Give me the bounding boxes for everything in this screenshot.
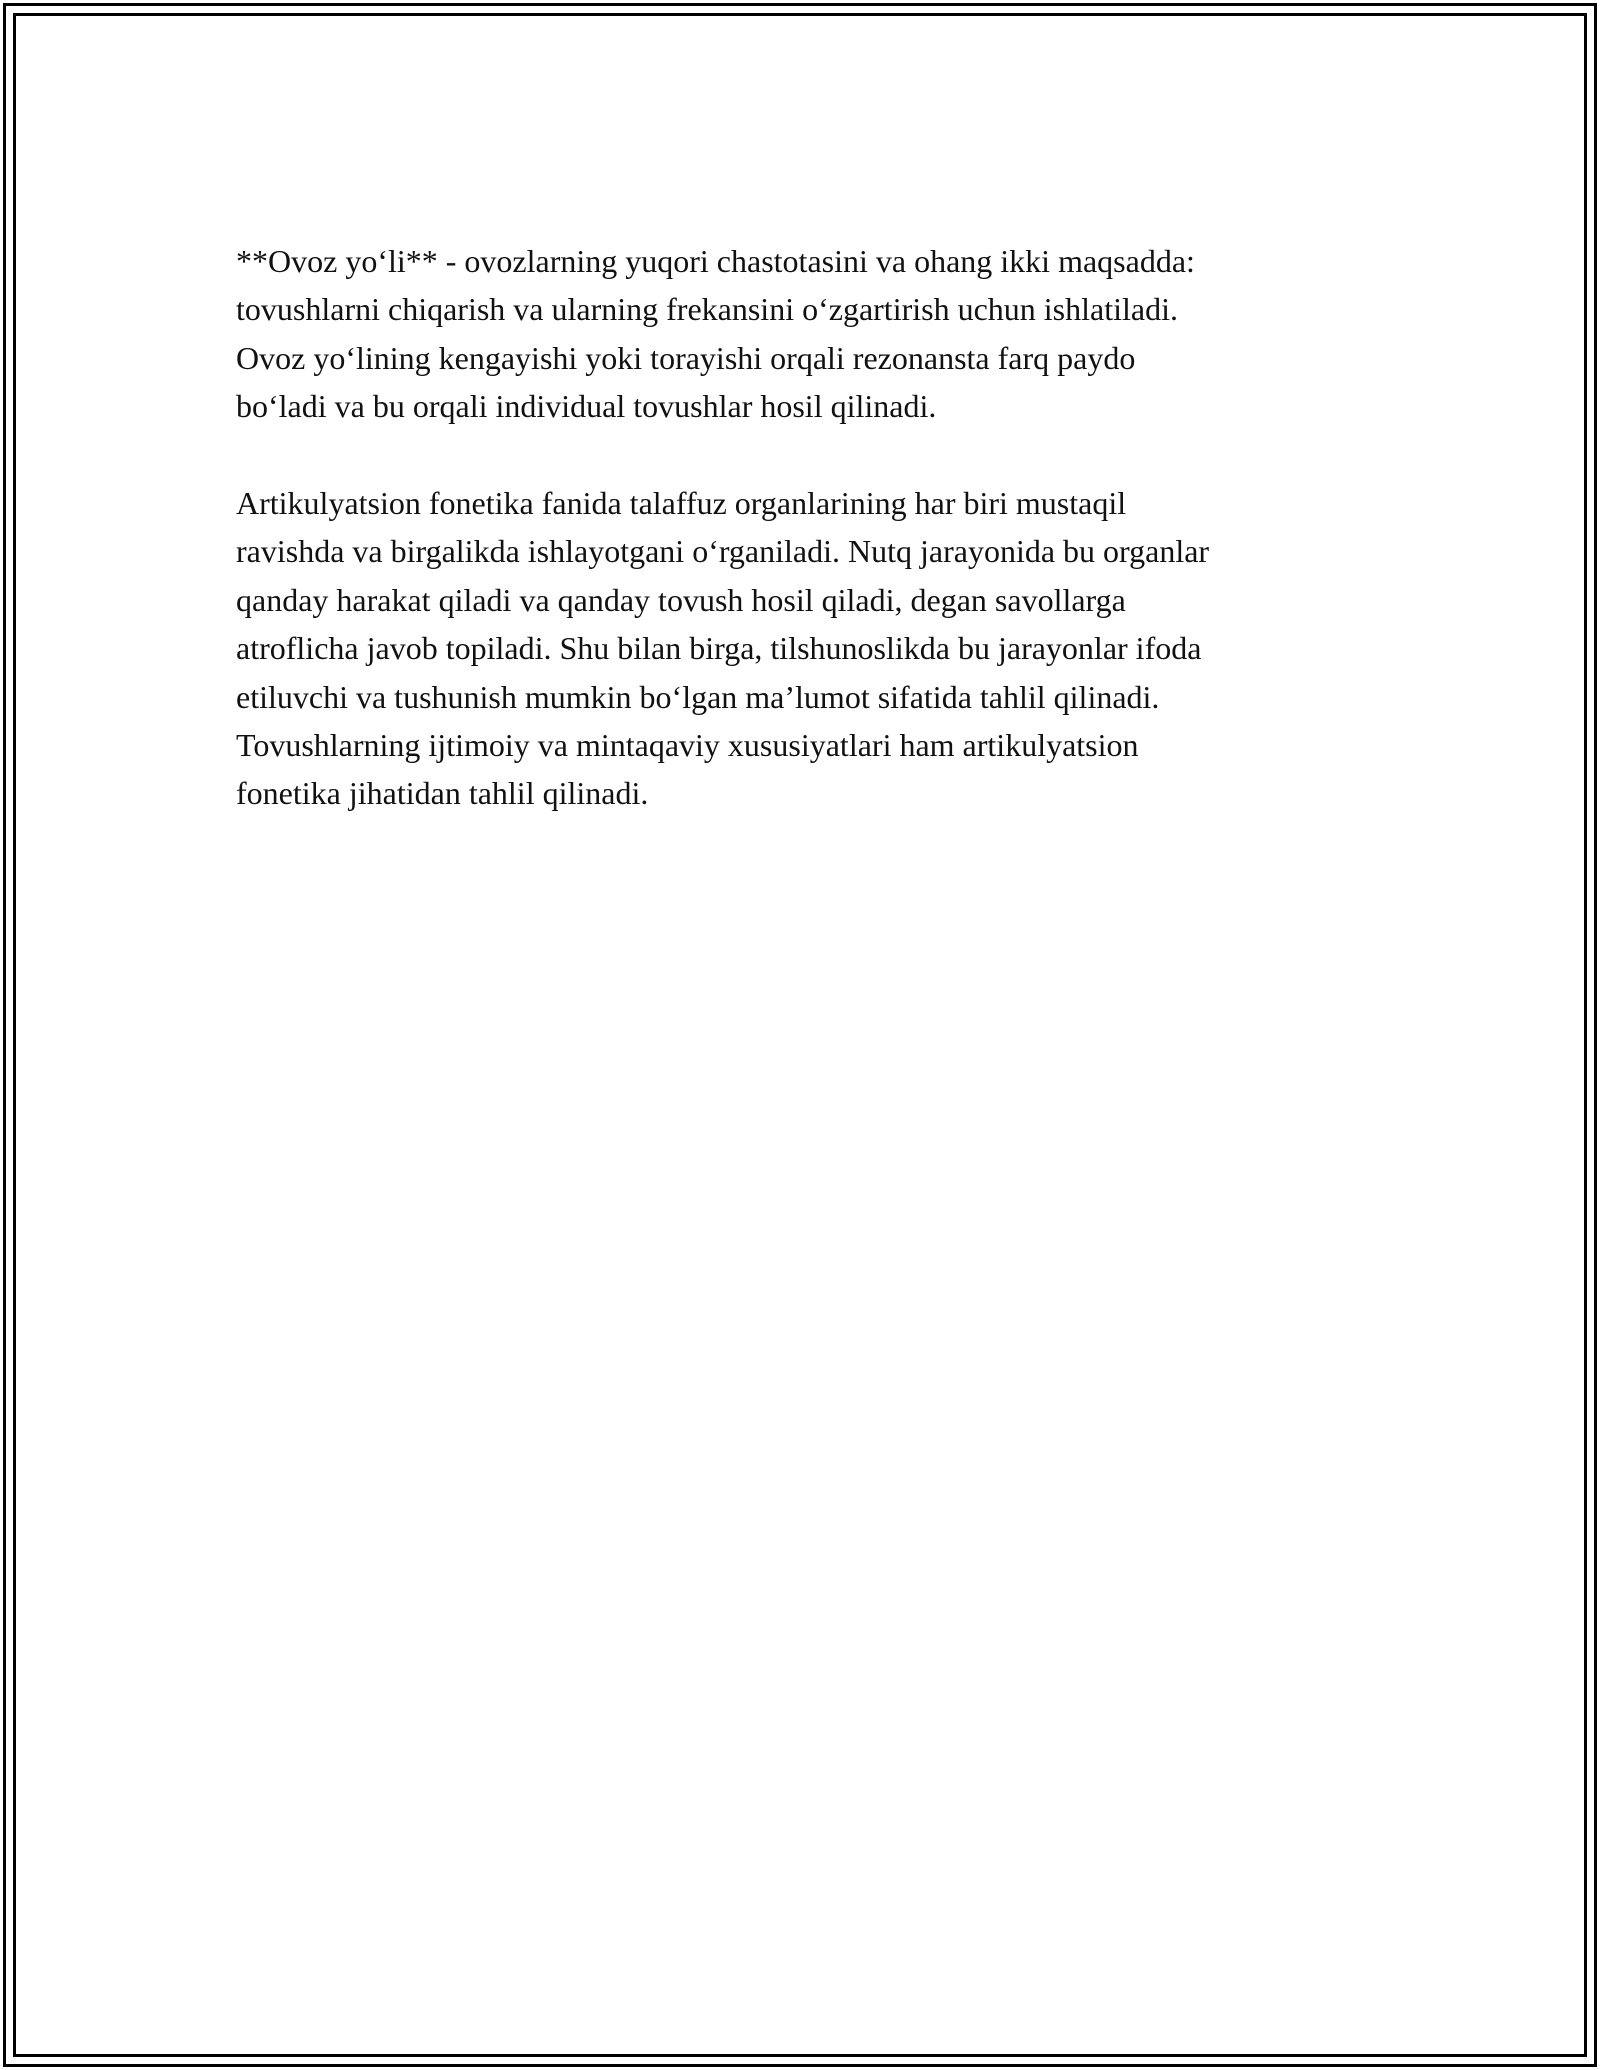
text-line: **Ovoz yo‘li** - ovozlarning yuqori chastotasini va ohang ikki maqsadda: xyxy=(236,243,1195,279)
text-line: bo‘ladi va bu orqali individual tovushlar hosil qilinadi. xyxy=(236,388,937,425)
document-body xyxy=(236,237,1386,818)
text-line: Ovoz yo‘lining kengayishi yoki torayishi orqali rezonansta farq paydo xyxy=(236,339,1136,376)
text-line: qanday harakat qiladi va qanday tovush hosil qiladi, degan savollarga xyxy=(236,581,1126,618)
paragraph-spacer xyxy=(236,431,1386,479)
text-line: etiluvchi va tushunish mumkin bo‘lgan ma’lumot sifatida tahlil qilinadi. xyxy=(236,678,1160,715)
text-line: atroflicha javob topiladi. Shu bilan birga, tilshunoslikda bu jarayonlar ifoda xyxy=(236,630,1202,667)
text-line: fonetika jihatidan tahlil qilinadi. xyxy=(236,775,649,812)
text-line: Tovushlarning ijtimoiy va mintaqaviy xususiyatlari ham artikulyatsion xyxy=(236,726,1139,763)
paragraph-artikulyatsion-fonetika xyxy=(236,479,1386,818)
text-line: ravishda va birgalikda ishlayotgani o‘rganiladi. Nutq jarayonida bu organlar xyxy=(236,533,1210,570)
text-line: tovushlarni chiqarish va ularning frekansini o‘zgartirish uchun ishlatiladi. xyxy=(236,291,1178,328)
text-line: Artikulyatsion fonetika fanida talaffuz organlarining har biri mustaqil xyxy=(236,484,1127,521)
paragraph-ovoz-yoli xyxy=(236,237,1386,431)
